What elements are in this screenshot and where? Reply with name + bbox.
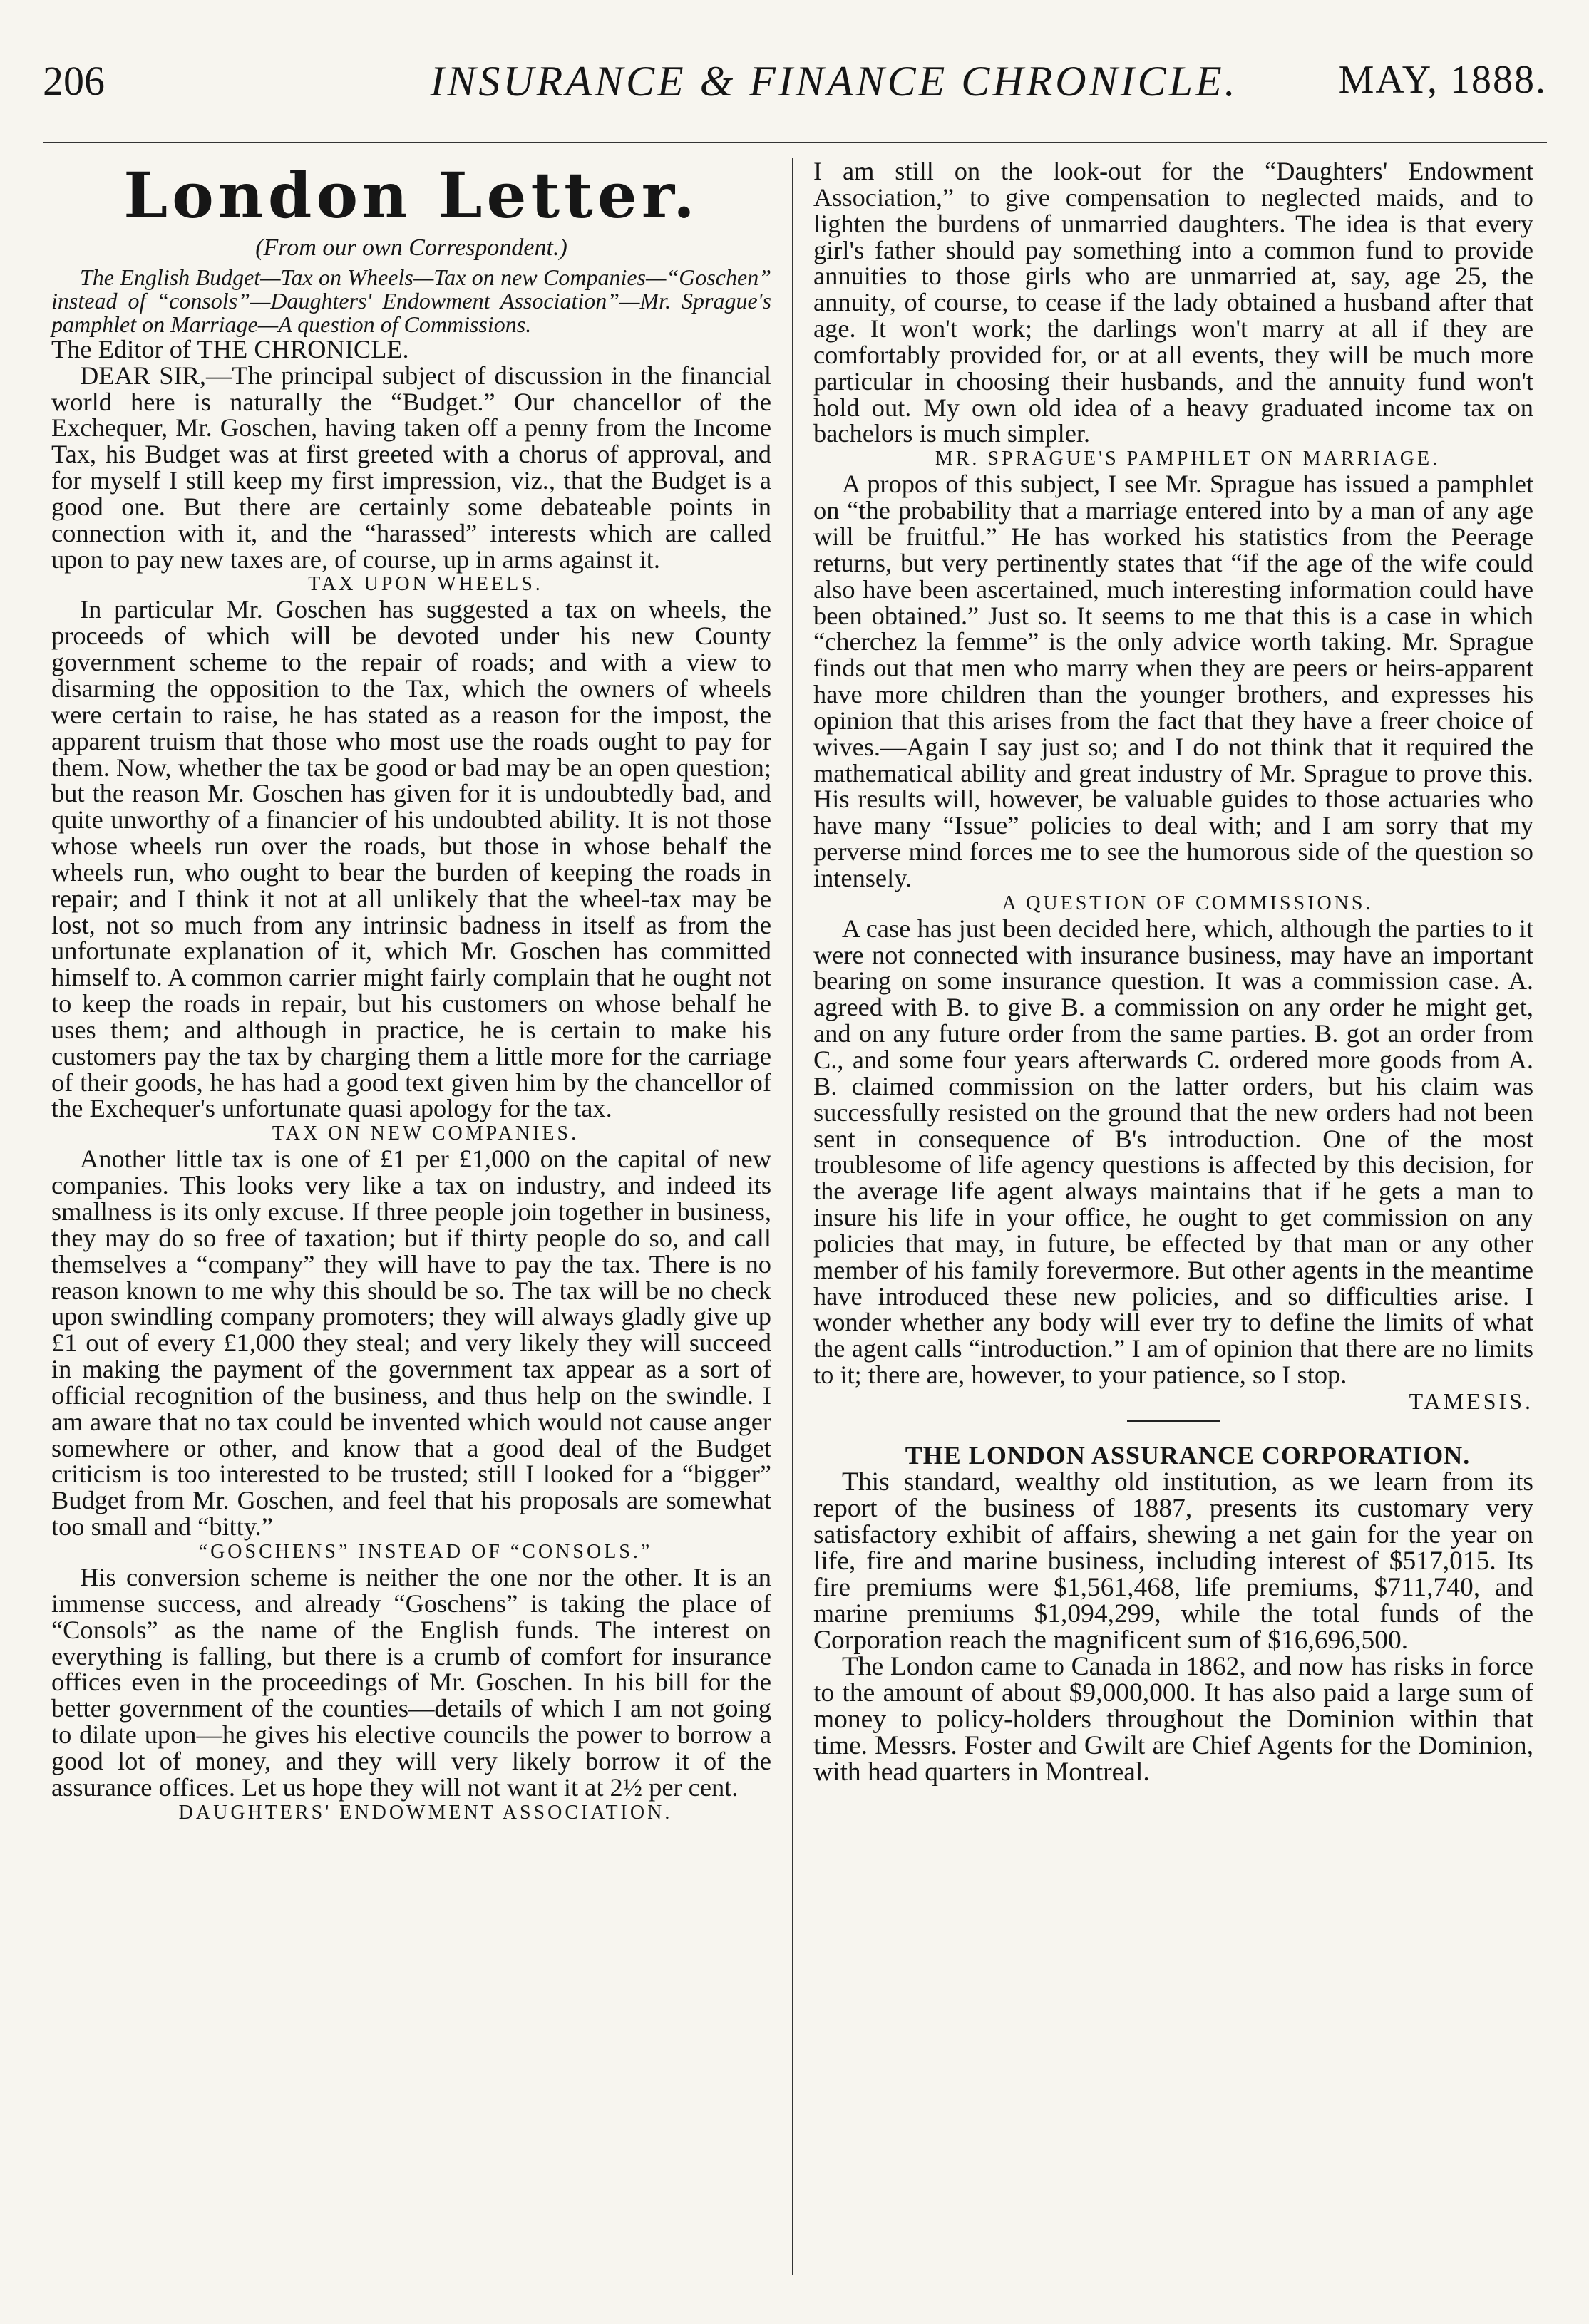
byline: (From our own Correspondent.) xyxy=(255,234,567,261)
section-heading-commissions: A QUESTION OF COMMISSIONS. xyxy=(1002,892,1374,914)
intro-paragraph: DEAR SIR,—The principal subject of discussion in the financial world here is naturally the “Budget.” Our chancellor of the Exchequer, Mr. Goschen, having taken off a penny from the Income Tax, his Budget was at first greeted with a chorus of approval, and for myself I still keep my first impression, viz., that the Budget is a good one. But there are certainly some debateable points in connection with it, and the “harassed” interests which are called upon to pay new taxes are, of course, up in arms against it. xyxy=(51,361,771,574)
salutation: The Editor of THE CHRONICLE. xyxy=(51,334,409,363)
article-summary: The English Budget—Tax on Wheels—Tax on new Companies—“Goschen” instead of “consols”—Daughters' Endowment Association”—Mr. Sprague's pamphlet on Marriage—A question of Commissions. xyxy=(51,264,771,337)
section-heading-daughters: DAUGHTERS' ENDOWMENT ASSOCIATION. xyxy=(178,1801,673,1824)
page-number: 206 xyxy=(43,58,105,104)
section-text-companies: Another little tax is one of £1 per £1,000 on the capital of new companies. This looks very like a tax on industry, and indeed its smallness is its only excuse. If three people join together in business, they may do so free of taxation; but if thirty people do so, and call themselves a “company” they will have to pay the tax. There is no reason known to me why this should be so. The tax will be no check upon swindling company promoters; they will always gladly give up £1 out of every £1,000 they steal; and very likely they will succeed in making the payment of the government tax appear as a sort of official recognition of the business, and thus help on the swindle. I am aware that no tax could be invented which would not cause anger somewhere or other, and know that a good deal of the Budget criticism is too interested to be trusted; still I looked for a “bigger” Budget from Mr. Goschen, and feel that his proposals are somewhat too small and “bitty.” xyxy=(51,1145,771,1541)
section-text-daughters: I am still on the look-out for the “Daughters' Endowment Association,” to give compensation to neglected maids, and to lighten the burdens of unmarried daughters. The idea is that every girl's father should pay something into a common fund to provide annuities to those girls who are unmarried at, say, age 25, the annuity, of course, to cease if the lady obtained a husband after that age. It won't work; the darlings won't marry at all if they are comfortably provided for, or at all events, they will be much more particular in choosing their husbands, and the annuity fund won't hold out. My own old idea of a heavy graduated income tax on bachelors is much simpler. xyxy=(813,157,1533,448)
article-separator xyxy=(1127,1420,1220,1422)
page-header xyxy=(43,29,1547,121)
section-heading-companies: TAX ON NEW COMPANIES. xyxy=(272,1122,580,1145)
column-right xyxy=(813,158,1533,1785)
section-heading-wheels: TAX UPON WHEELS. xyxy=(308,573,543,596)
london-assurance-paragraph: This standard, wealthy old institution, as we learn from its report of the business of 1887, presents its customary very satisfactory exhibit of affairs, shewing a net gain for the year on life, fire and marine business, including interest of $517,015. Its fire premiums were $1,561,468, life premiums, $711,740, and marine premiums $1,094,299, while the total funds of the Corporation reach the magnificent sum of $16,696,500. xyxy=(813,1467,1533,1655)
column-divider xyxy=(792,158,793,2275)
article-london-assurance xyxy=(813,1442,1533,1785)
section-text-goschens: His conversion scheme is neither the one nor the other. It is an immense success, and already “Goschens” is taking the place of “Consols” as the name of the English funds. The interest on everything is falling, but there is a crumb of comfort for insurance offices even in the proceedings of Mr. Goschen. In his bill for the better government of the counties—details of which I am not going to dilate upon—he gives his elective councils the power to borrow a good lot of money, and they will very likely borrow it of the assurance offices. Let us hope they will not want it at 2½ per cent. xyxy=(51,1562,771,1802)
signature: TAMESIS. xyxy=(1409,1388,1533,1414)
journal-title: INSURANCE & FINANCE CHRONICLE. xyxy=(430,58,1238,105)
section-text-wheels: In particular Mr. Goschen has suggested a tax on wheels, the proceeds of which will be devoted under his new County government scheme to the repair of roads; and with a view to disarming the opposition to the Tax, which the owners of wheels were certain to raise, he has stated as a reason for the impost, the apparent truism that those who most use the roads ought to pay for them. Now, whether the tax be good or bad may be an open question; but the reason Mr. Goschen has given for it is undoubtedly bad, and quite unworthy of a financier of his undoubted ability. It is not those whose wheels run over the roads, but those in whose behalf the wheels run, who ought to bear the burden of keeping the roads in repair; and I think it not at all unlikely that the wheel-tax may be lost, not so much from any intrinsic badness in itself as from the unfortunate explanation of it, which Mr. Goschen has committed himself to. A common carrier might fairly complain that he ought not to keep the roads in repair, but his customers on whose behalf he uses them; and although in practice, he is certain to make his customers pay the tax by charging them a little more for the carriage of their goods, he has had a good text given him by the chancellor of the Exchequer's unfortunate quasi apology for the tax. xyxy=(51,595,771,1123)
issue-date: MAY, 1888. xyxy=(1338,58,1547,102)
london-assurance-paragraph: The London came to Canada in 1862, and now has risks in force to the amount of about $9,000,000. It has also paid a large sum of money to policy-holders throughout the Dominion within that time. Messrs. Foster and Gwilt are Chief Agents for the Dominion, with head quarters in Montreal. xyxy=(813,1651,1533,1787)
section-text-sprague: A propos of this subject, I see Mr. Sprague has issued a pamphlet on “the probability that a marriage entered into by a man of any age will be fruitful.” He has worked his statistics from the Peerage returns, but very pertinently states that “if the age of the wife could also have been ascertained, much interesting information could have been obtained.” Just so. It seems to me that this is a case in which “cherchez la femme” is the only advice worth taking. Mr. Sprague finds out that men who marry when they are peers or heirs-apparent have more children than the younger brothers, and expresses his opinion that this arises from the fact that they have a freer choice of wives.—Again I say just so; and I do not think that it required the mathematical ability and great industry of Mr. Sprague to prove this. His results will, however, be valuable guides to those actuaries who have many “Issue” policies to deal with; and I am sorry that my perverse mind forces me to see the humorous side of the question so intensely. xyxy=(813,470,1533,892)
section-heading-sprague: MR. SPRAGUE'S PAMPHLET ON MARRIAGE. xyxy=(935,448,1441,470)
header-rule xyxy=(43,140,1547,143)
article-title-london-assurance: THE LONDON ASSURANCE CORPORATION. xyxy=(905,1440,1471,1470)
section-heading-goschens: “GOSCHENS” INSTEAD OF “CONSOLS.” xyxy=(198,1540,653,1563)
section-text-commissions: A case has just been decided here, which, although the parties to it were not connected with insurance business, may have an important bearing on some insurance question. It was a commission case. A. agreed with B. to give B. a commission on any order he might get, and on any future order from the same parties. B. got an order from C., and some four years afterwards C. ordered more goods from A. B. claimed commission on the latter orders, but his claim was successfully resisted on the ground that the new orders had not been sent in consequence of B's introduction. One of the most troublesome of life agency questions is affected by this decision, for the average life agent always maintains that if he gets a man to insure his life in your office, he ought to get commission on any policies that may, in future, be effected by that man or any other member of his family forevermore. But other agents in the meantime have introduced these new policies, and so difficulties arise. I wonder whether any body will ever try to define the limits of what the agent calls “introduction.” I am of opinion that there are no limits to it; there are, however, to your patience, so I stop. xyxy=(813,914,1533,1390)
article-title-london-letter: London Letter. xyxy=(123,158,699,232)
column-left xyxy=(51,158,771,1825)
